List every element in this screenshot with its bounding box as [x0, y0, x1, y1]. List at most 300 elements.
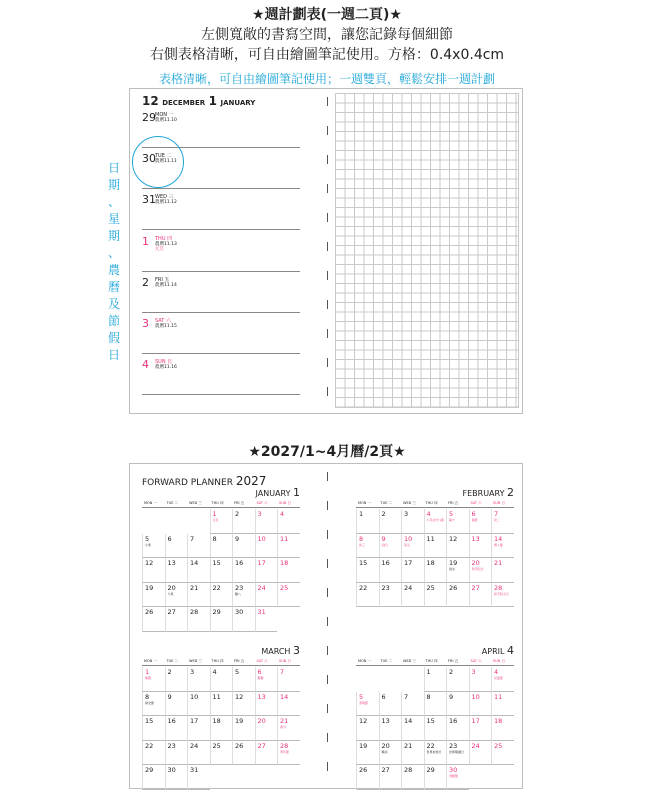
spine-dash: [327, 329, 329, 338]
calendar-day[interactable]: [491, 534, 514, 559]
calendar-day[interactable]: [491, 716, 514, 741]
calendar-day[interactable]: [401, 509, 424, 534]
calendar-day-number: 13: [167, 559, 176, 567]
spine-dash: [327, 472, 329, 481]
calendar-day-number: 24: [257, 583, 266, 592]
month-name: JANUARY: [255, 489, 293, 498]
calendar-day-number: 10: [190, 692, 199, 701]
calendar-day-number: 20: [381, 741, 390, 750]
calendar-day[interactable]: [356, 741, 379, 766]
calendar-day-number: 18: [426, 559, 435, 567]
calendar-day-number: 31: [190, 766, 199, 774]
day-weekday: SUN 日: [155, 359, 173, 366]
calendar-day-number: 27: [167, 608, 176, 616]
calendar-day[interactable]: [232, 583, 255, 608]
calendar-day-number: 23: [381, 583, 390, 592]
calendar-day-number: 20: [257, 717, 266, 725]
calendar-day[interactable]: [165, 765, 188, 790]
calendar-day[interactable]: [491, 509, 514, 534]
calendar-holiday: 和平紀念日: [494, 591, 510, 596]
spine-dash: [327, 559, 329, 568]
weekly-month-1: 12: [142, 94, 159, 108]
calendar-day[interactable]: [379, 741, 402, 766]
calendar-holiday: 初五: [404, 542, 411, 547]
calendar-day-number: 15: [426, 717, 435, 725]
month-number: 1: [293, 486, 300, 499]
calendar-day-number: 4: [494, 668, 499, 676]
calendar-day[interactable]: [187, 558, 210, 583]
calendar-day[interactable]: [165, 607, 188, 632]
calendar-day-number: 18: [212, 717, 221, 725]
calendar-holiday: 初二: [494, 518, 501, 522]
calendar-holiday: 大寒: [167, 591, 174, 596]
calendar-day-number: 22: [426, 741, 435, 750]
calendar-day-number: 27: [381, 766, 390, 774]
calendar-day-number: 30: [449, 766, 458, 774]
calendar-day[interactable]: [469, 534, 492, 559]
weekly-month-header: [142, 94, 255, 108]
calendar-day-number: 12: [235, 692, 244, 701]
calendar-holiday: 小寒: [145, 542, 152, 547]
weekday-label: WED 三: [189, 659, 202, 663]
calendar-day[interactable]: [142, 765, 165, 790]
calendar-day[interactable]: [356, 558, 379, 583]
calendar-day[interactable]: [255, 667, 278, 692]
calendar-day[interactable]: [379, 509, 402, 534]
calendar-day[interactable]: [469, 741, 492, 766]
calendar-day[interactable]: [491, 692, 514, 717]
calendar-day[interactable]: [187, 716, 210, 741]
calendar-day-number: 17: [471, 717, 480, 725]
calendar-day-number: 25: [280, 583, 289, 592]
calendar-day[interactable]: [356, 583, 379, 608]
calendar-day-number: 2: [235, 510, 240, 518]
day-row[interactable]: [142, 190, 300, 230]
weekday-label: THU 四: [425, 659, 438, 663]
calendar-day[interactable]: [491, 741, 514, 766]
calendar-day[interactable]: [469, 716, 492, 741]
calendar-day-number: 7: [190, 534, 195, 543]
calendar-day[interactable]: [142, 667, 165, 692]
weekday-label: SUN 日: [493, 501, 506, 505]
calendar-day-number: 29: [145, 766, 154, 774]
calendar-day-number: 24: [471, 741, 480, 750]
calendar-day-number: 21: [404, 741, 413, 750]
day-number: 31: [142, 193, 156, 207]
calendar-day[interactable]: [446, 741, 469, 766]
calendar-day-number: 23: [449, 741, 458, 750]
calendar-holiday: 兒童節: [494, 676, 504, 680]
calendar-day-number: 15: [145, 717, 154, 725]
calendar-day[interactable]: [255, 583, 278, 608]
calendar-day[interactable]: [232, 509, 255, 534]
weekly-month-2: 1: [208, 94, 218, 108]
month-title: [261, 644, 300, 657]
calendar-day[interactable]: [491, 667, 514, 692]
calendar-day[interactable]: [165, 716, 188, 741]
calendar-day[interactable]: [379, 534, 402, 559]
calendar-day[interactable]: [469, 692, 492, 717]
month-title: [462, 486, 514, 499]
calendar-day[interactable]: [446, 583, 469, 608]
calendar-day[interactable]: [210, 534, 233, 559]
weekday-label: MON 一: [358, 659, 372, 663]
calendar-day[interactable]: [165, 741, 188, 766]
calendar-day[interactable]: [255, 692, 278, 717]
calendar-day[interactable]: [446, 765, 469, 790]
calendar-holiday: 初三: [359, 542, 366, 547]
calendar-holiday: 春節: [471, 518, 478, 522]
month-name: APRIL: [481, 647, 507, 656]
calendar-day[interactable]: [142, 741, 165, 766]
calendar-day[interactable]: [491, 558, 514, 583]
calendar-day[interactable]: [187, 607, 210, 632]
calendar-day-number: 17: [257, 559, 266, 567]
calendar-day[interactable]: [401, 716, 424, 741]
day-row[interactable]: [142, 314, 300, 354]
calendar-day-number: 8: [212, 534, 217, 543]
calendar-day[interactable]: [232, 534, 255, 559]
calendar-holiday: 清明節: [359, 700, 369, 705]
calendar-day[interactable]: [165, 583, 188, 608]
calendar-day[interactable]: [469, 583, 492, 608]
calendar-day-number: 16: [235, 559, 244, 567]
calendar-day[interactable]: [424, 583, 447, 608]
calendar-day[interactable]: [165, 558, 188, 583]
day-lunar: 農曆11.12: [155, 200, 177, 206]
weekday-label: WED 三: [403, 659, 416, 663]
calendar-holiday: 春分: [280, 725, 287, 729]
calendar-day-number: 2: [167, 668, 172, 676]
calendar-holiday: 穀雨: [381, 749, 388, 754]
calendar-day[interactable]: [210, 509, 233, 534]
calendar-day[interactable]: [187, 692, 210, 717]
calendar-day-number: 16: [381, 559, 390, 567]
calendar-day[interactable]: [379, 583, 402, 608]
calendar-day[interactable]: [424, 765, 447, 790]
side-label-char: 及: [107, 297, 120, 311]
weekday-label: MON 一: [358, 501, 372, 505]
calendar-day-number: 22: [359, 583, 368, 592]
calendar-day-number: 7: [404, 692, 409, 701]
calendar-day[interactable]: [424, 716, 447, 741]
spine-dash: [327, 675, 329, 684]
weekday-label: FRI 五: [234, 501, 245, 505]
spine-dash: [327, 271, 329, 280]
calendar-day-number: 8: [359, 534, 364, 543]
calendar-day[interactable]: [255, 716, 278, 741]
calendar-day-number: 8: [145, 692, 150, 701]
calendar-day[interactable]: [446, 716, 469, 741]
calendar-day-number: 28: [494, 583, 503, 592]
calendar-day[interactable]: [277, 741, 300, 766]
calendar-day-number: 21: [190, 583, 199, 592]
calendar-day[interactable]: [379, 765, 402, 790]
day-weekday: TUE 二: [155, 153, 172, 160]
calendar-day-number: 3: [190, 668, 195, 676]
calendar-day[interactable]: [210, 558, 233, 583]
calendar-holiday: 雨水: [449, 567, 456, 571]
calendar-day[interactable]: [165, 534, 188, 559]
weekday-label: TUE 二: [166, 501, 179, 505]
calendar-holiday: 臘八: [235, 591, 242, 596]
weekday-label: FRI 五: [448, 659, 459, 663]
side-label-char: 期: [107, 178, 120, 192]
forward-planner-title: [142, 474, 266, 488]
calendar-day[interactable]: [277, 583, 300, 608]
calendar-day-number: 15: [359, 559, 368, 567]
calendar-day-number: 9: [167, 692, 172, 701]
calendar-day[interactable]: [210, 692, 233, 717]
calendar-day-number: 1: [426, 668, 431, 676]
calendar-day-number: 23: [235, 583, 244, 592]
calendar-day-number: 1: [212, 510, 217, 518]
calendar-day-number: 29: [212, 608, 221, 616]
calendar-day[interactable]: [401, 558, 424, 583]
calendar-day[interactable]: [277, 558, 300, 583]
calendar-day[interactable]: [232, 558, 255, 583]
calendar-holiday: 驚蟄: [257, 676, 264, 680]
monthly-spread: [129, 463, 523, 789]
weekday-label: FRI 五: [234, 659, 245, 663]
calendar-day-number: 7: [494, 510, 499, 518]
calendar-day[interactable]: [142, 607, 165, 632]
month-title: [482, 644, 514, 657]
calendar-day[interactable]: [277, 667, 300, 692]
calendar-day[interactable]: [401, 765, 424, 790]
day-row[interactable]: [142, 355, 300, 395]
calendar-day[interactable]: [165, 667, 188, 692]
calendar-holiday: 勞動節: [449, 774, 459, 778]
weekday-header-row: [356, 501, 514, 508]
side-label-char: 、: [107, 195, 120, 209]
day-lunar: 農曆11.10: [155, 118, 177, 123]
calendar-day[interactable]: [210, 741, 233, 766]
calendar-holiday: 和平紀念: [471, 567, 484, 571]
calendar-day[interactable]: [446, 509, 469, 534]
calendar-day-number: 25: [212, 741, 221, 750]
weekday-label: MON 一: [144, 659, 158, 663]
day-row[interactable]: [142, 232, 300, 272]
calendar-day[interactable]: [356, 509, 379, 534]
calendar-day[interactable]: [142, 716, 165, 741]
calendar-day[interactable]: [232, 716, 255, 741]
calendar-day[interactable]: [469, 509, 492, 534]
calendar-holiday: 世界閱讀日: [449, 749, 465, 754]
calendar-day[interactable]: [469, 558, 492, 583]
calendar-day[interactable]: [446, 667, 469, 692]
day-number: 3: [142, 317, 149, 330]
side-vertical-label: [106, 160, 122, 364]
calendar-day[interactable]: [491, 583, 514, 608]
calendar-day[interactable]: [356, 716, 379, 741]
calendar-day-number: 26: [449, 583, 458, 592]
calendar-day[interactable]: [187, 667, 210, 692]
calendar-day-number: 3: [471, 668, 476, 676]
calendar-day[interactable]: [255, 741, 278, 766]
spine-dash: [327, 358, 329, 367]
calendar-day[interactable]: [379, 716, 402, 741]
calendar-day[interactable]: [255, 607, 278, 632]
side-label-char: 期: [107, 229, 120, 243]
day-weekday: MON 一: [155, 112, 174, 118]
calendar-day[interactable]: [210, 583, 233, 608]
calendar-day-number: 1: [145, 668, 150, 676]
day-number: 1: [142, 234, 149, 248]
weekday-label: FRI 五: [448, 501, 459, 505]
calendar-day-number: 10: [404, 534, 413, 543]
calendar-day-number: 24: [404, 583, 413, 592]
calendar-day-number: 23: [167, 741, 176, 750]
day-weekday: WED 三: [155, 194, 174, 201]
highlight-circle: [132, 136, 184, 188]
calendar-day[interactable]: [379, 558, 402, 583]
calendar-day-number: 20: [471, 559, 480, 567]
calendar-day[interactable]: [232, 607, 255, 632]
spine-dash: [327, 242, 329, 251]
month-number: 3: [293, 644, 300, 657]
day-weekday: THU 四: [155, 235, 173, 242]
calendar-day-number: 6: [381, 692, 386, 701]
calendar-day-number: 19: [359, 741, 368, 750]
calendar-day-number: 17: [404, 559, 413, 567]
calendar-day-number: 11: [426, 534, 435, 543]
calendar-day-number: 26: [359, 766, 368, 774]
weekday-label: MON 一: [144, 501, 158, 505]
calendar-day[interactable]: [469, 667, 492, 692]
calendar-day-number: 31: [257, 608, 266, 616]
side-label-char: 日: [107, 348, 120, 362]
calendar-day[interactable]: [232, 741, 255, 766]
day-weekday: SAT 六: [155, 318, 171, 324]
calendar-day-number: 19: [145, 583, 154, 592]
weekday-label: SAT 六: [470, 501, 482, 505]
calendar-day[interactable]: [401, 741, 424, 766]
spine-dash: [327, 97, 329, 106]
spine-dash: [327, 213, 329, 222]
calendar-day-number: 12: [359, 717, 368, 725]
calendar-day[interactable]: [142, 558, 165, 583]
calendar-day[interactable]: [255, 509, 278, 534]
calendar-day[interactable]: [424, 667, 447, 692]
calendar-day[interactable]: [424, 692, 447, 717]
calendar-day-number: 30: [167, 766, 176, 774]
day-lunar: 農曆11.11: [155, 159, 177, 165]
month-title: [256, 486, 300, 499]
calendar-day[interactable]: [165, 692, 188, 717]
weekday-label: TUE 二: [380, 659, 393, 663]
calendar-day[interactable]: [356, 534, 379, 559]
calendar-day-number: 28: [404, 766, 413, 774]
calendar-day[interactable]: [187, 765, 210, 790]
calendar-day[interactable]: [401, 692, 424, 717]
calendar-day[interactable]: [424, 741, 447, 766]
calendar-day-number: 4: [426, 510, 431, 518]
calendar-day[interactable]: [424, 534, 447, 559]
weekly-spread: [129, 88, 523, 414]
spine-dash: [327, 126, 329, 135]
monthly-header: ★2027/1~4月曆/2頁★: [248, 444, 406, 460]
calendar-day[interactable]: [424, 509, 447, 534]
side-label-char: 星: [107, 212, 120, 226]
calendar-holiday: 情人節: [494, 542, 504, 547]
calendar-day-number: 10: [471, 692, 480, 701]
calendar-day[interactable]: [379, 692, 402, 717]
calendar-day[interactable]: [210, 607, 233, 632]
calendar-day[interactable]: [446, 534, 469, 559]
calendar-day[interactable]: [401, 534, 424, 559]
calendar-day-number: 19: [235, 717, 244, 725]
calendar-day[interactable]: [277, 509, 300, 534]
calendar-day-number: 26: [145, 608, 154, 616]
weekday-label: WED 三: [189, 501, 202, 505]
calendar-day[interactable]: [187, 741, 210, 766]
calendar-day[interactable]: [356, 765, 379, 790]
calendar-day[interactable]: [356, 692, 379, 717]
calendar-day[interactable]: [142, 583, 165, 608]
day-number: 30: [142, 152, 156, 166]
weekday-label: THU 四: [425, 501, 438, 505]
calendar-day[interactable]: [255, 534, 278, 559]
calendar-day[interactable]: [401, 583, 424, 608]
calendar-day-number: 26: [235, 741, 244, 750]
calendar-day-number: 12: [449, 534, 458, 543]
calendar-day[interactable]: [142, 534, 165, 559]
calendar-day[interactable]: [142, 692, 165, 717]
calendar-day[interactable]: [210, 716, 233, 741]
weekday-label: TUE 二: [380, 501, 393, 505]
calendar-day-number: 9: [449, 692, 454, 701]
calendar-day-number: 6: [471, 510, 476, 518]
calendar-day-number: 4: [212, 668, 217, 676]
calendar-day-number: 30: [235, 608, 244, 616]
spine-dash: [327, 704, 329, 713]
title-line-1: ★週計劃表(一週二頁)★: [252, 7, 402, 23]
weekday-label: THU 四: [211, 501, 224, 505]
calendar-day-number: 5: [145, 534, 150, 543]
weekly-month-label-2: JANUARY: [220, 99, 256, 107]
weekday-label: SAT 六: [256, 501, 268, 505]
calendar-day[interactable]: [424, 558, 447, 583]
calendar-day-number: 11: [280, 534, 289, 543]
spine-dash: [327, 762, 329, 771]
calendar-day-number: 6: [167, 534, 172, 543]
calendar-holiday: 元旦: [212, 518, 219, 522]
calendar-day[interactable]: [277, 716, 300, 741]
calendar-day[interactable]: [277, 534, 300, 559]
calendar-day[interactable]: [232, 667, 255, 692]
calendar-day[interactable]: [277, 692, 300, 717]
calendar-day[interactable]: [232, 692, 255, 717]
calendar-day[interactable]: [187, 534, 210, 559]
planner-year: 2027: [235, 474, 267, 488]
calendar-day[interactable]: [446, 558, 469, 583]
calendar-day[interactable]: [446, 692, 469, 717]
calendar-holiday: 補假: [145, 676, 152, 680]
calendar-holiday: 青年節: [280, 749, 290, 754]
side-label-char: 曆: [107, 280, 120, 294]
day-row[interactable]: [142, 273, 300, 313]
calendar-day[interactable]: [187, 583, 210, 608]
side-label-char: 、: [107, 246, 120, 260]
calendar-day[interactable]: [255, 558, 278, 583]
spine-dash: [327, 155, 329, 164]
calendar-day[interactable]: [210, 667, 233, 692]
day-lunar: 農曆11.16: [155, 365, 177, 371]
calendar-holiday: 小年(北方)春: [426, 518, 444, 522]
calendar-day-number: 13: [381, 717, 390, 725]
calendar-holiday: 除夕: [449, 518, 456, 522]
